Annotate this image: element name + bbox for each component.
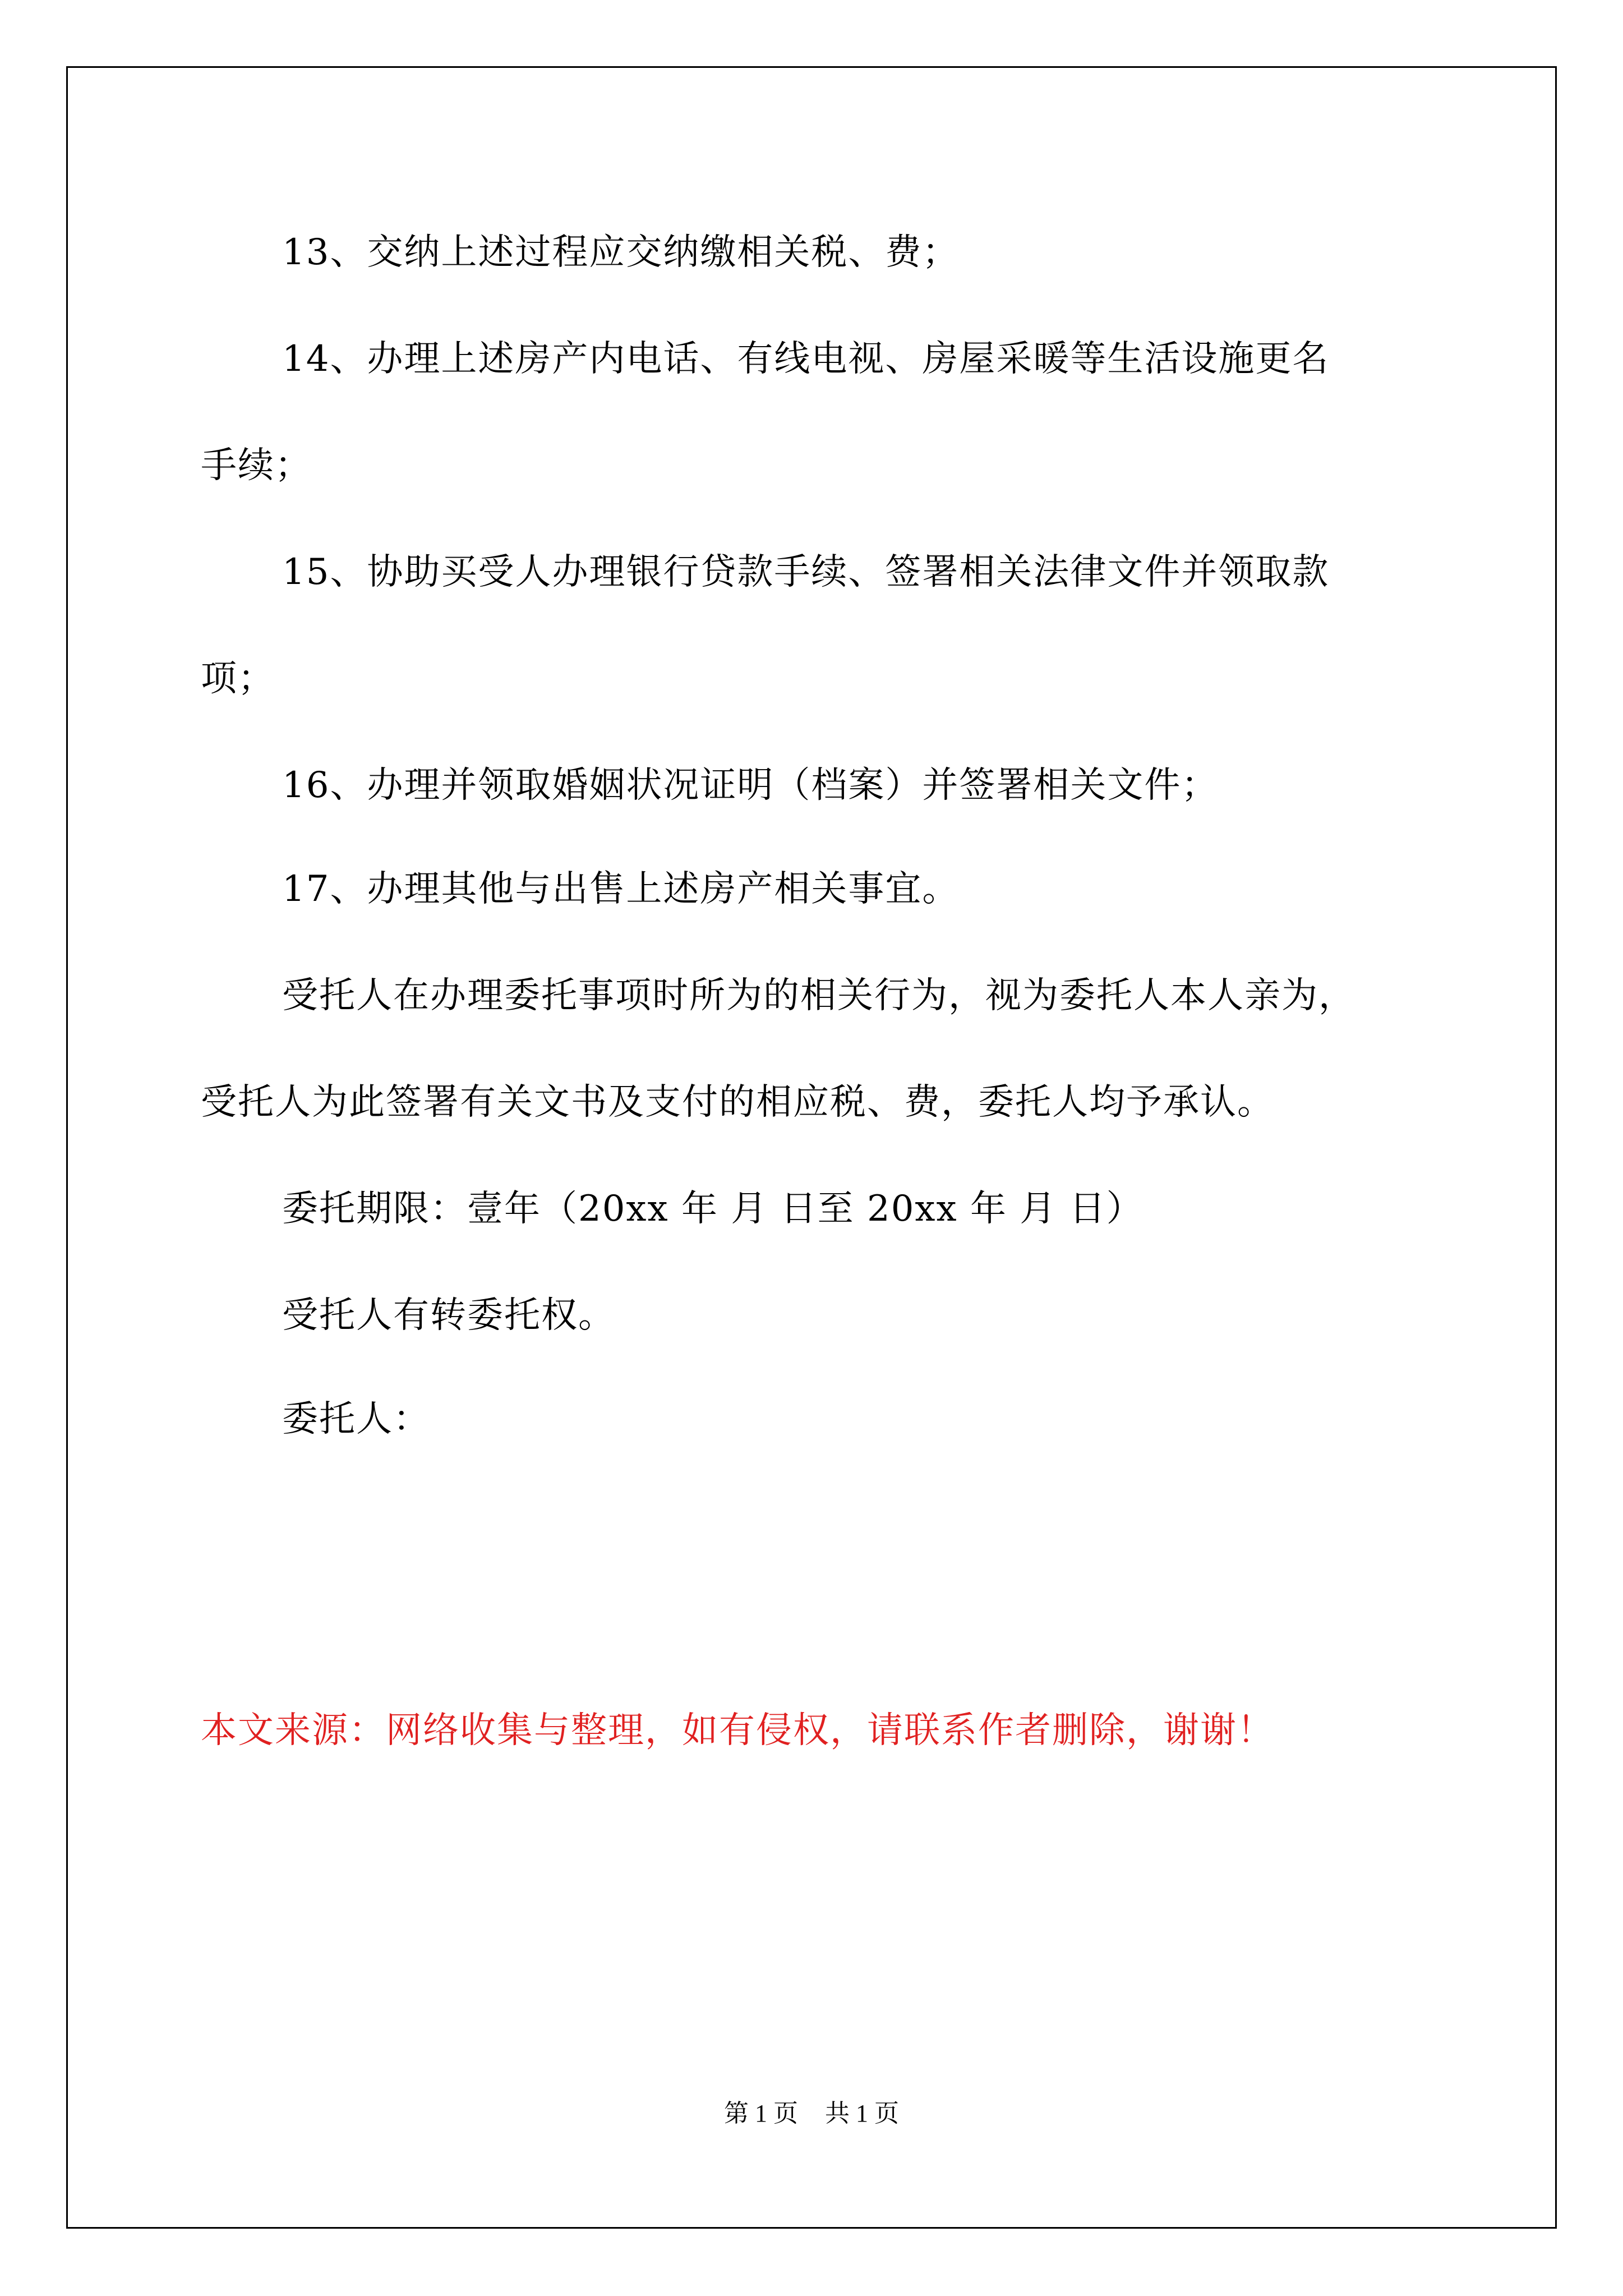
page-current: 第 1 页 xyxy=(724,2100,798,2127)
statement-line-1: 受托人在办理委托事项时所为的相关行为，视为委托人本人亲为， xyxy=(282,975,1355,1016)
term-clause: 委托期限：壹年（20xx 年 月 日至 20xx 年 月 日） xyxy=(282,1188,1144,1230)
item-15-line-2: 项； xyxy=(201,658,275,700)
item-14-line-2: 手续； xyxy=(201,445,312,486)
page-total: 共 1 页 xyxy=(825,2100,899,2127)
principal-label: 委托人： xyxy=(282,1398,430,1440)
item-13: 13、交纳上述过程应交纳缴相关税、费； xyxy=(282,232,960,273)
item-17: 17、办理其他与出售上述房产相关事宜。 xyxy=(282,868,960,910)
item-15-line-1: 15、协助买受人办理银行贷款手续、签署相关法律文件并领取款 xyxy=(282,551,1330,593)
page-footer xyxy=(0,2098,1623,2129)
source-notice: 本文来源：网络收集与整理，如有侵权，请联系作者删除，谢谢！ xyxy=(201,1710,1274,1751)
subdelegation-clause: 受托人有转委托权。 xyxy=(282,1295,615,1336)
page-border xyxy=(66,66,1557,2229)
item-16: 16、办理并领取婚姻状况证明（档案）并签署相关文件； xyxy=(282,765,1219,806)
statement-line-2: 受托人为此签署有关文书及支付的相应税、费，委托人均予承认。 xyxy=(201,1082,1274,1123)
item-14-line-1: 14、办理上述房产内电话、有线电视、房屋采暖等生活设施更名 xyxy=(282,338,1330,380)
